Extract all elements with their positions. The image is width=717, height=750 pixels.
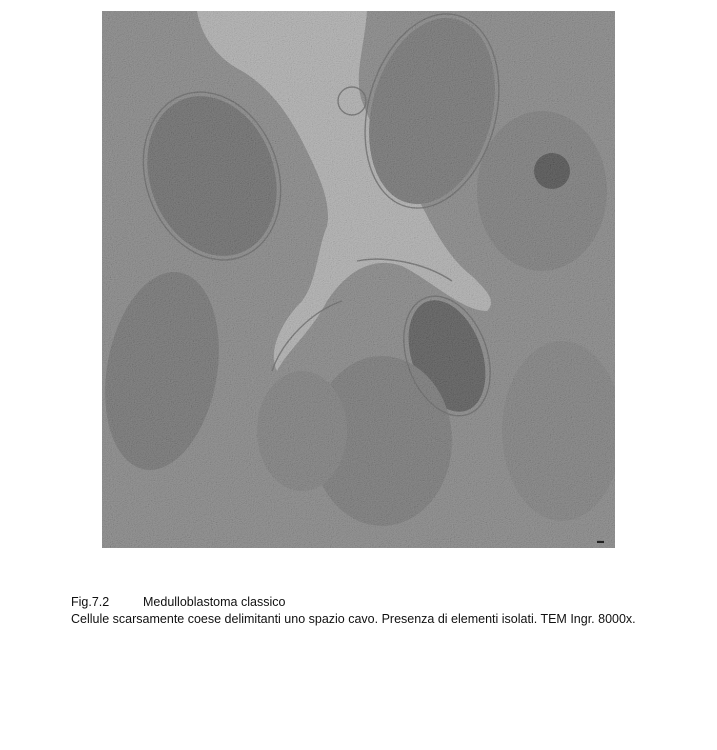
figure-description: Cellule scarsamente coese delimitanti uno spazio cavo. Presenza di elementi isolati. TEM Ingr. 8000x.: [71, 612, 636, 626]
figure-title: Medulloblastoma classico: [143, 595, 286, 609]
tem-micrograph-image: [102, 11, 615, 548]
figure-label: Fig.7.2: [71, 595, 110, 609]
caption-title-line: [71, 594, 691, 611]
figure-caption: [71, 594, 691, 628]
tem-micrograph-icon: [102, 11, 615, 548]
svg-text:▬: ▬: [597, 538, 604, 545]
